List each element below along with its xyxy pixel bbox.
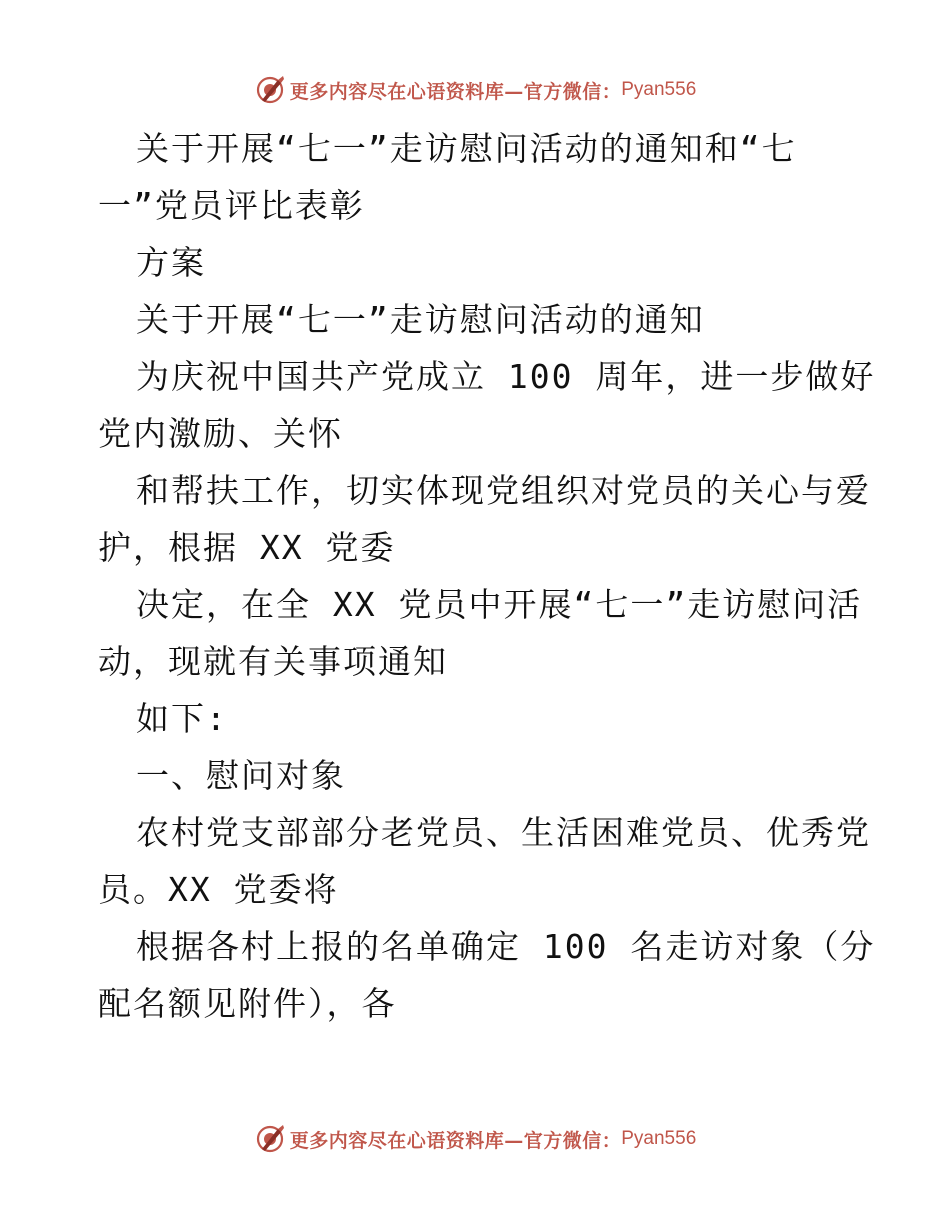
text-line: 根据各村上报的名单确定 100 名走访对象（分 (136, 927, 876, 966)
text-line: 一”党员评比表彰 (98, 186, 365, 225)
text-line: 关于开展“七一”走访慰问活动的通知 (136, 300, 705, 339)
text-line: 和帮扶工作，切实体现党组织对党员的关心与爱 (136, 471, 871, 510)
text-line: 为庆祝中国共产党成立 100 周年，进一步做好 (136, 357, 876, 396)
document-body (98, 120, 876, 1032)
header-banner-wechat-id: Pyan556 (621, 79, 697, 100)
header-banner-text: 更多内容尽在心语资料库—官方微信： (289, 80, 622, 103)
text-line: 方案 (136, 243, 206, 282)
text-line: 员。XX 党委将 (98, 870, 339, 909)
text-line: 农村党支部部分老党员、生活困难党员、优秀党 (136, 813, 871, 852)
pen-logo-icon (254, 74, 286, 106)
footer-banner-wechat-id: Pyan556 (621, 1128, 697, 1149)
text-line: 配名额见附件），各 (98, 984, 397, 1023)
text-line: 动，现就有关事项通知 (98, 642, 448, 681)
text-line: 党内激励、关怀 (98, 414, 343, 453)
footer-banner-text: 更多内容尽在心语资料库—官方微信： (289, 1129, 622, 1152)
text-line: 决定，在全 XX 党员中开展“七一”走访慰问活 (136, 585, 863, 624)
section-heading: 一、慰问对象 (136, 756, 346, 795)
header-banner (0, 70, 950, 110)
text-line: 关于开展“七一”走访慰问活动的通知和“七 (136, 129, 797, 168)
text-line: 护，根据 XX 党委 (98, 528, 396, 567)
text-line: 如下: (136, 699, 228, 738)
footer-banner (0, 1119, 950, 1159)
pen-logo-icon (254, 1123, 286, 1155)
